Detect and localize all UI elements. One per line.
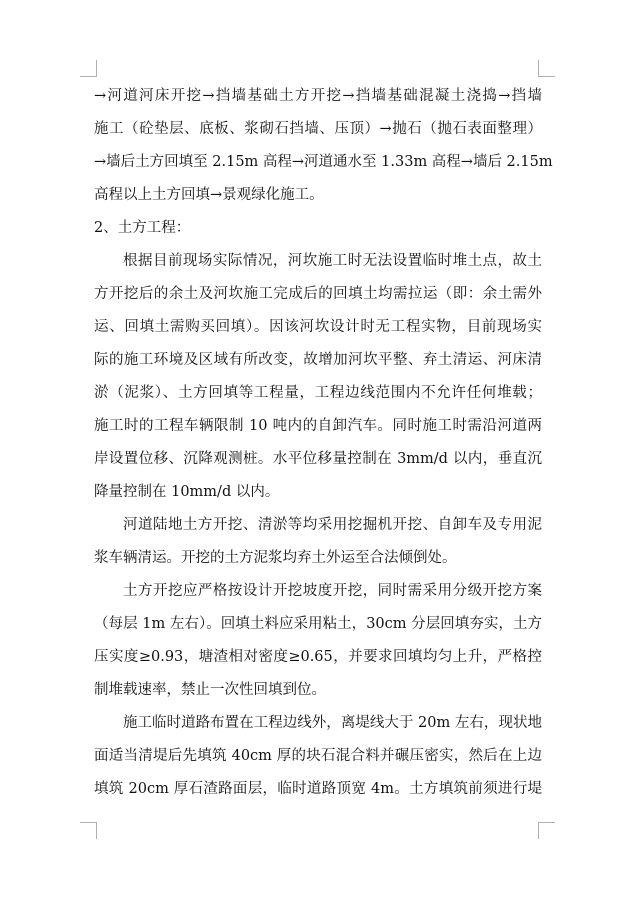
text-line: 运、回填土需购买回填）。因该河坎设计时无工程实物，目前现场实 (94, 319, 542, 335)
page-corner-mark-top-left (80, 60, 97, 77)
text-line: 方开挖后的余土及河坎施工完成后的回填土均需拉运（即：余土需外 (94, 286, 542, 302)
text-line: 淤（泥浆）、土方回填等工程量，工程边线范围内不允许任何堆载； (94, 385, 542, 401)
document-body (94, 80, 553, 806)
page-corner-mark-bottom-left (80, 822, 97, 839)
paragraph-site-conditions (94, 245, 542, 509)
text-line: 制堆载速率，禁止一次性回填到位。 (94, 682, 326, 698)
text-line: 施工时的工程车辆限制 10 吨内的自卸汽车。同时施工时需沿河道两 (94, 418, 542, 434)
heading-text: 2、土方工程： (94, 220, 191, 236)
text-line: →墙后土方回填至 2.15m 高程→河道通水至 1.33m 高程→墙后 2.15m (94, 154, 553, 170)
paragraph-excavation-method (94, 509, 542, 575)
text-line: →河道河床开挖→挡墙基础土方开挖→挡墙基础混凝土浇捣→挡墙 (94, 88, 542, 104)
page-corner-mark-bottom-right (538, 822, 555, 839)
text-line: 际的施工环境及区域有所改变，故增加河坎平整、弃土清运、河床清 (94, 352, 542, 368)
text-line: 施工临时道路布置在工程边线外，离堤线大于 20m 左右，现状地 (123, 715, 542, 731)
paragraph-backfill-requirements (94, 575, 542, 707)
text-line: 降量控制在 10mm/d 以内。 (94, 484, 280, 500)
paragraph-construction-sequence (94, 80, 553, 212)
text-line: 根据目前现场实际情况，河坎施工时无法设置临时堆土点，故土 (123, 253, 542, 269)
text-line: 施工（砼垫层、底板、浆砌石挡墙、压顶）→抛石（抛石表面整理） (94, 121, 542, 137)
text-line: 浆车辆清运。开挖的土方泥浆均弃土外运至合法倾倒处。 (94, 550, 457, 566)
text-line: 岸设置位移、沉降观测桩。水平位移量控制在 3mm/d 以内，垂直沉 (94, 451, 542, 467)
text-line: 河道陆地土方开挖、清淤等均采用挖掘机开挖、自卸车及专用泥 (123, 517, 542, 533)
section-heading-earthwork (94, 212, 542, 245)
text-line: 压实度≥0.93，塘渣相对密度≥0.65，并要求回填均匀上升，严格控 (94, 649, 542, 665)
text-line: 土方开挖应严格按设计开挖坡度开挖，同时需采用分级开挖方案 (123, 583, 542, 599)
text-line: 面适当清堤后先填筑 40cm 厚的块石混合料并碾压密实，然后在上边 (94, 748, 542, 764)
paragraph-temporary-road (94, 707, 542, 806)
text-line: 填筑 20cm 厚石渣路面层，临时道路顶宽 4m。土方填筑前须进行堤 (94, 781, 542, 797)
text-line: （每层 1m 左右）。回填土料应采用粘土，30cm 分层回填夯实，土方 (94, 616, 542, 632)
page-corner-mark-top-right (538, 60, 555, 77)
text-line: 高程以上土方回填→景观绿化施工。 (94, 187, 324, 203)
